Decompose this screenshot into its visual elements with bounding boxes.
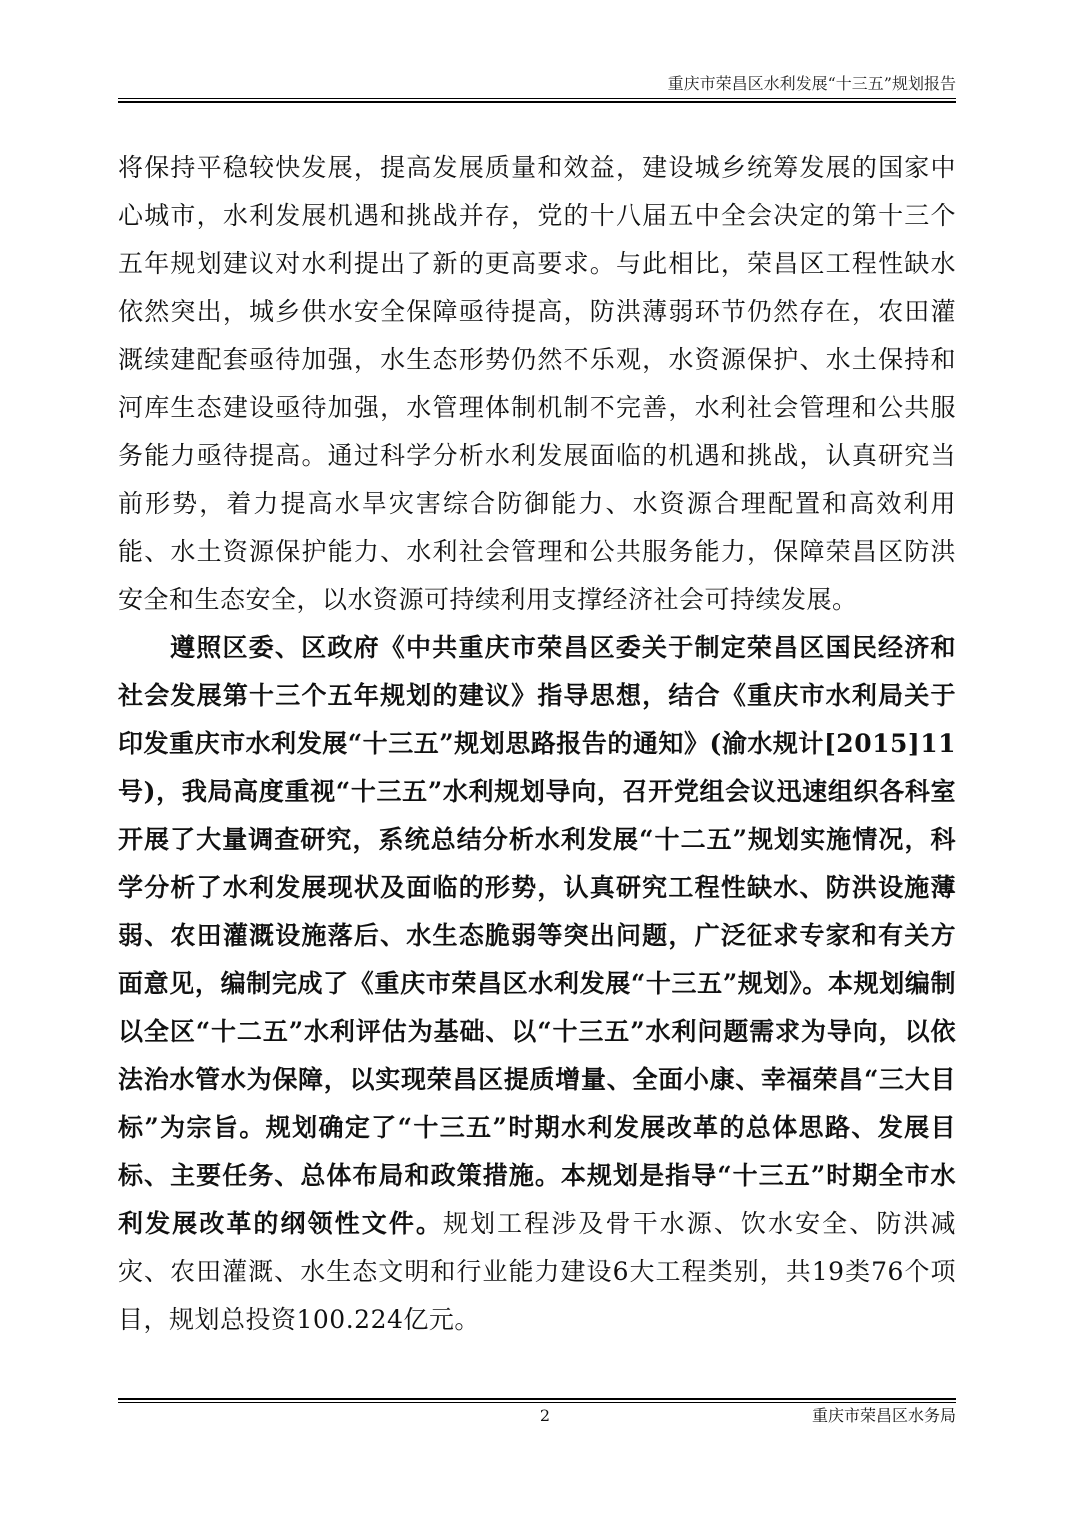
footer-rule: [118, 1398, 956, 1403]
paragraph-2-normal-text: 规划工程涉及骨干水源、饮水安全、防洪减灾、农田灌溉、水生态文明和行业能力建设6大工程类别，共19类76个项目，规划总投资100.224亿元。: [118, 1209, 956, 1334]
page-number: 2: [539, 1406, 551, 1425]
paragraph-2-bold-text: 遵照区委、区政府《中共重庆市荣昌区委关于制定荣昌区国民经济和社会发展第十三个五年规划的建议》指导思想，结合《重庆市水利局关于印发重庆市水利发展“十三五”规划思路报告的通知》(渝水规计[2015]11号)，我局高度重视“十三五”水利规划导向，召开党组会议迅速组织各科室开展了大量调查研究，系统总结分析水利发展“十二五”规划实施情况，科学分析了水利发展现状及面临的形势，认真研究工程性缺水、防洪设施薄弱、农田灌溉设施落后、水生态脆弱等突出问题，广泛征求专家和有关方面意见，编制完成了《重庆市荣昌区水利发展“十三五”规划》。本规划编制以全区“十二五”水利评估为基础、以“十三五”水利问题需求为导向，以依法治水管水为保障，以实现荣昌区提质增量、全面小康、幸福荣昌“三大目标”为宗旨。规划确定了“十三五”时期水利发展改革的总体思路、发展目标、主要任务、总体布局和政策措施。本规划是指导“十三五”时期全市水利发展改革的纲领性文件。: [118, 633, 956, 1238]
header-rule: [118, 98, 956, 103]
document-body: [118, 144, 956, 1344]
paragraph-1: 将保持平稳较快发展，提高发展质量和效益，建设城乡统筹发展的国家中心城市，水利发展机遇和挑战并存，党的十八届五中全会决定的第十三个五年规划建议对水利提出了新的更高要求。与此相比，荣昌区工程性缺水依然突出，城乡供水安全保障亟待提高，防洪薄弱环节仍然存在，农田灌溉续建配套亟待加强，水生态形势仍然不乐观，水资源保护、水土保持和河库生态建设亟待加强，水管理体制机制不完善，水利社会管理和公共服务能力亟待提高。通过科学分析水利发展面临的机遇和挑战，认真研究当前形势，着力提高水旱灾害综合防御能力、水资源合理配置和高效利用能、水土资源保护能力、水利社会管理和公共服务能力，保障荣昌区防洪安全和生态安全，以水资源可持续利用支撑经济社会可持续发展。: [118, 153, 956, 614]
page-header-title: 重庆市荣昌区水利发展“十三五”规划报告: [667, 74, 956, 93]
footer-organization: 重庆市荣昌区水务局: [811, 1406, 956, 1425]
paragraph-2: [118, 624, 956, 1344]
